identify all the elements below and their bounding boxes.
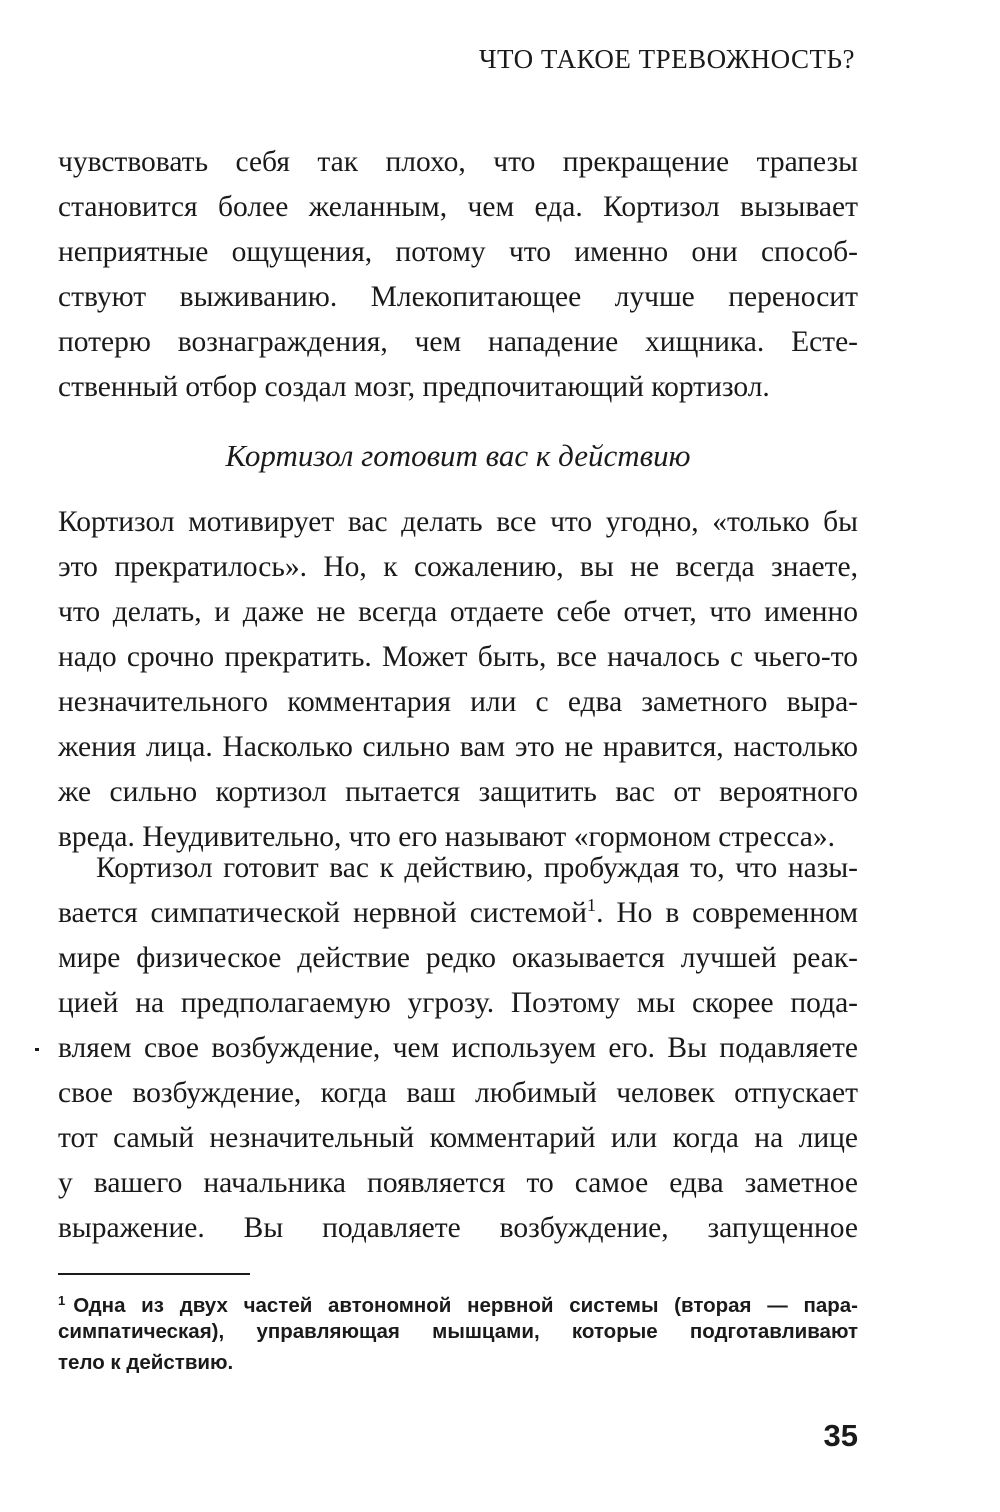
text-line: цией на предполагаемую угрозу. Поэтому мы скорее пода-: [58, 987, 858, 1019]
text-line: ственный отбор создал мозг, предпочитающий кортизол.: [58, 371, 770, 403]
text-line: жения лица. Насколько сильно вам это не нравится, настолько: [58, 731, 858, 763]
text-line: тот самый незначительный комментарий или когда на лице: [58, 1122, 858, 1154]
text-line: выражение. Вы подавляете возбуждение, запущенное: [58, 1212, 858, 1244]
text-line: свое возбуждение, когда ваш любимый человек отпускает: [58, 1077, 858, 1109]
text-line: мире физическое действие редко оказывается лучшей реак-: [58, 942, 858, 974]
text-line: же сильно кортизол пытается защитить вас от вероятного: [58, 776, 858, 808]
paragraph-2: [58, 500, 858, 860]
text-line: надо срочно прекратить. Может быть, все началось с чьего-то: [58, 641, 858, 673]
text-fragment: вается симпатической нервной системой: [58, 897, 587, 929]
text-line: ствуют выживанию. Млекопитающее лучше переносит: [58, 281, 858, 313]
text-line: вреда. Неудивительно, что его называют «гормоном стресса».: [58, 821, 835, 853]
text-line: Кортизол готовит вас к действию, пробуждая то, что назы-: [96, 852, 858, 884]
text-line: незначительного комментария или с едва заметного выра-: [58, 686, 858, 718]
paragraph-1: [58, 140, 858, 410]
paragraph-3: [58, 846, 858, 1251]
footnote-line: [58, 1285, 858, 1316]
text-line: чувствовать себя так плохо, что прекращение трапезы: [58, 146, 858, 178]
section-subheading: Кортизол готовит вас к действию: [225, 438, 691, 473]
footnote-mark: 1: [58, 1293, 66, 1308]
text-line: становится более желанным, чем еда. Кортизол вызывает: [58, 191, 858, 223]
text-line: у вашего начальника появляется то самое едва заметное: [58, 1167, 858, 1199]
text-line: потерю вознаграждения, чем нападение хищника. Есте-: [58, 326, 858, 358]
text-line: Кортизол мотивирует вас делать все что угодно, «только бы: [58, 506, 858, 538]
text-fragment: . Но в современном: [596, 897, 858, 929]
footnote-line: тело к действию.: [58, 1351, 234, 1374]
text-line: это прекратилось». Но, к сожалению, вы не всегда знаете,: [58, 551, 858, 583]
footnote-divider: [58, 1273, 250, 1275]
margin-speck: [35, 1048, 39, 1051]
footnote-line: симпатическая), управляющая мышцами, которые подготавливают: [58, 1320, 858, 1343]
footnote-reference[interactable]: 1: [586, 895, 597, 916]
footnote-text: Одна из двух частей автономной нервной системы (вторая — пара-: [73, 1294, 858, 1317]
footnote: [58, 1285, 858, 1378]
page-number: 35: [823, 1418, 858, 1453]
running-head: ЧТО ТАКОЕ ТРЕВОЖНОСТЬ?: [478, 44, 855, 74]
text-line: неприятные ощущения, потому что именно они способ-: [58, 236, 858, 268]
text-line: что делать, и даже не всегда отдаете себе отчет, что именно: [58, 596, 858, 628]
text-line: вляем свое возбуждение, чем используем его. Вы подавляете: [58, 1032, 858, 1064]
text-line: [58, 891, 858, 936]
